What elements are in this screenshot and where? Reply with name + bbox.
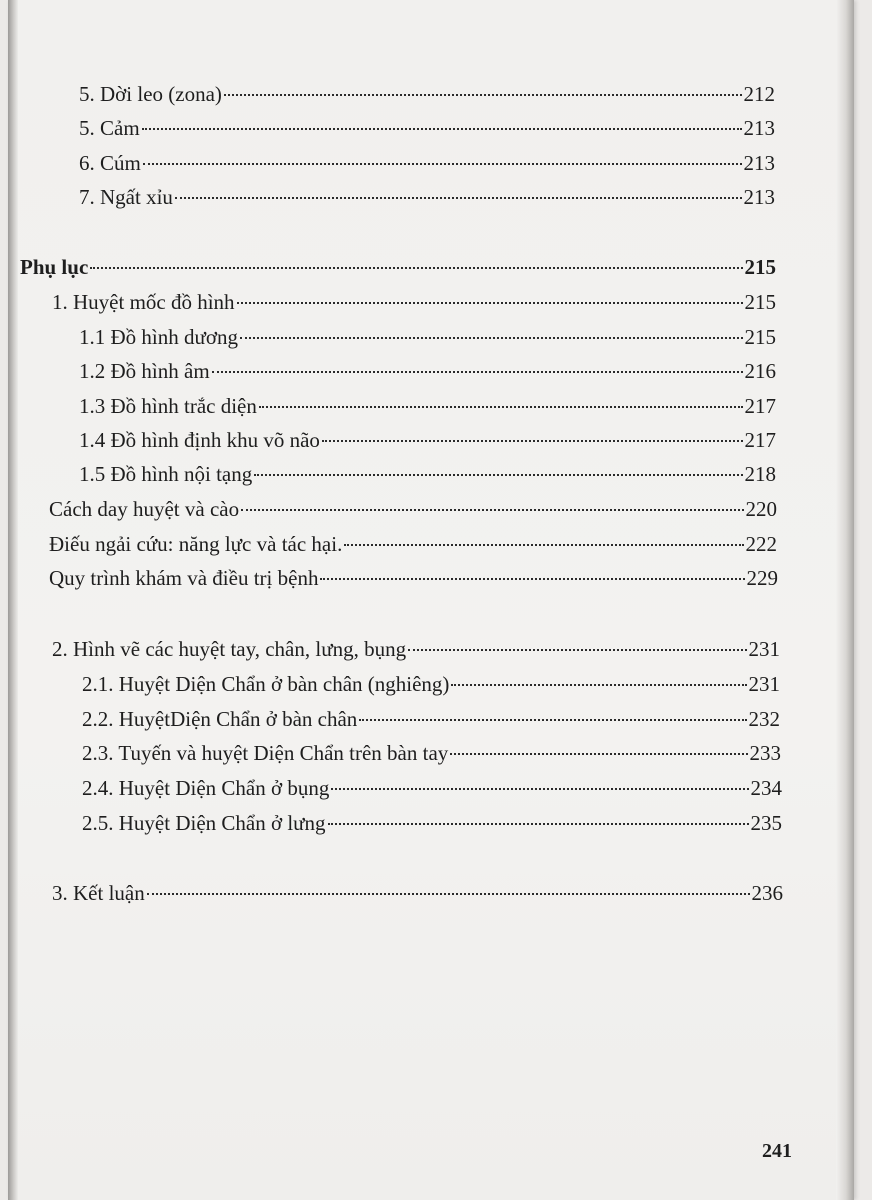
toc-entry [82, 811, 782, 841]
toc-entry-page: 215 [744, 325, 776, 349]
dot-leader [212, 371, 743, 373]
toc-entry-label: 2.3. Tuyến và huyệt Diện Chẩn trên bàn tay [82, 741, 449, 765]
toc-entry-page: 231 [748, 672, 780, 696]
toc-entry-page: 217 [744, 394, 776, 418]
toc-entry-label: 1.5 Đồ hình nội tạng [79, 462, 253, 486]
toc-entry-page: 220 [745, 497, 777, 521]
toc-entry-label: Quy trình khám và điều trị bệnh [49, 566, 319, 590]
toc-entry [52, 290, 776, 320]
dot-leader [259, 406, 743, 408]
dot-leader [451, 684, 746, 686]
dot-leader [320, 578, 744, 580]
toc-section-heading [20, 255, 776, 285]
toc-entry-page: 213 [743, 151, 775, 175]
toc-entry [82, 672, 780, 702]
toc-entry-label: 1.4 Đồ hình định khu võ não [79, 428, 320, 452]
toc-entry-label: 2.2. HuyệtDiện Chẩn ở bàn chân [82, 707, 358, 731]
dot-leader [322, 440, 743, 442]
toc-entry-label: 2.5. Huyệt Diện Chẩn ở lưng [82, 811, 326, 835]
toc-entry-page: 216 [744, 359, 776, 383]
dot-leader [344, 544, 743, 546]
dot-leader [90, 267, 742, 269]
toc-entry [82, 707, 780, 737]
toc-entry-label: 7. Ngất xỉu [79, 185, 173, 209]
toc-entry-page: 234 [750, 776, 782, 800]
toc-entry [79, 82, 775, 112]
toc-entry-label: Cách day huyệt và cào [49, 497, 240, 521]
toc-entry-page: 231 [748, 637, 780, 661]
dot-leader [147, 893, 750, 895]
toc-entry-page: 213 [743, 185, 775, 209]
toc-entry-label: Điếu ngải cứu: năng lực và tác hại. [49, 532, 343, 556]
dot-leader [408, 649, 746, 651]
toc-entry-page: 236 [751, 881, 783, 905]
toc-entry [49, 566, 778, 596]
toc-entry [82, 741, 781, 771]
dot-leader [241, 509, 743, 511]
toc-entry-label: 1. Huyệt mốc đồ hình [52, 290, 235, 314]
dot-leader [328, 823, 749, 825]
toc-entry-label: 1.3 Đồ hình trắc diện [79, 394, 257, 418]
toc-entry-page: 232 [748, 707, 780, 731]
toc-entry-page: 217 [744, 428, 776, 452]
toc-entry-label: 5. Dời leo (zona) [79, 82, 222, 106]
toc-entry-page: 215 [744, 290, 776, 314]
toc-entry-label: 2.4. Huyệt Diện Chẩn ở bụng [82, 776, 330, 800]
page-number: 241 [762, 1140, 792, 1162]
toc-entry [79, 462, 776, 492]
dot-leader [450, 753, 747, 755]
toc-entry [82, 776, 782, 806]
toc-entry-label: 1.1 Đồ hình dương [79, 325, 238, 349]
dot-leader [254, 474, 742, 476]
toc-entry [79, 116, 775, 146]
toc-entry [79, 428, 776, 458]
toc-entry-page: 233 [749, 741, 781, 765]
dot-leader [331, 788, 748, 790]
toc-entry-page: 229 [746, 566, 778, 590]
toc-entry [52, 881, 783, 911]
dot-leader [237, 302, 743, 304]
toc-entry-page: 212 [743, 82, 775, 106]
toc-entry [52, 637, 780, 667]
dot-leader [143, 163, 742, 165]
toc-entry-label: 2. Hình vẽ các huyệt tay, chân, lưng, bụng [52, 637, 407, 661]
toc-entry-label: 6. Cúm [79, 151, 141, 175]
page-edge-shadow [836, 0, 854, 1200]
toc-entry [79, 151, 775, 181]
dot-leader [142, 128, 742, 130]
dot-leader [359, 719, 746, 721]
toc-entry [49, 532, 777, 562]
toc-entry-page: 222 [745, 532, 777, 556]
book-spine-shadow [8, 0, 18, 1200]
toc-entry [49, 497, 777, 527]
toc-entry-page: 235 [750, 811, 782, 835]
toc-entry [79, 394, 776, 424]
dot-leader [224, 94, 742, 96]
toc-entry-page: 215 [744, 255, 776, 279]
toc-entry-label: 3. Kết luận [52, 881, 145, 905]
toc-entry [79, 185, 775, 215]
toc-entry [79, 325, 776, 355]
toc-entry-label: Phụ lục [20, 255, 89, 279]
toc-entry-label: 1.2 Đồ hình âm [79, 359, 210, 383]
toc-entry-page: 213 [743, 116, 775, 140]
book-page [8, 0, 854, 1200]
toc-entry-label: 5. Cảm [79, 116, 140, 140]
dot-leader [240, 337, 743, 339]
toc-entry-page: 218 [744, 462, 776, 486]
toc-entry [79, 359, 776, 389]
toc-entry-label: 2.1. Huyệt Diện Chẩn ở bàn chân (nghiêng) [82, 672, 450, 696]
dot-leader [175, 197, 742, 199]
